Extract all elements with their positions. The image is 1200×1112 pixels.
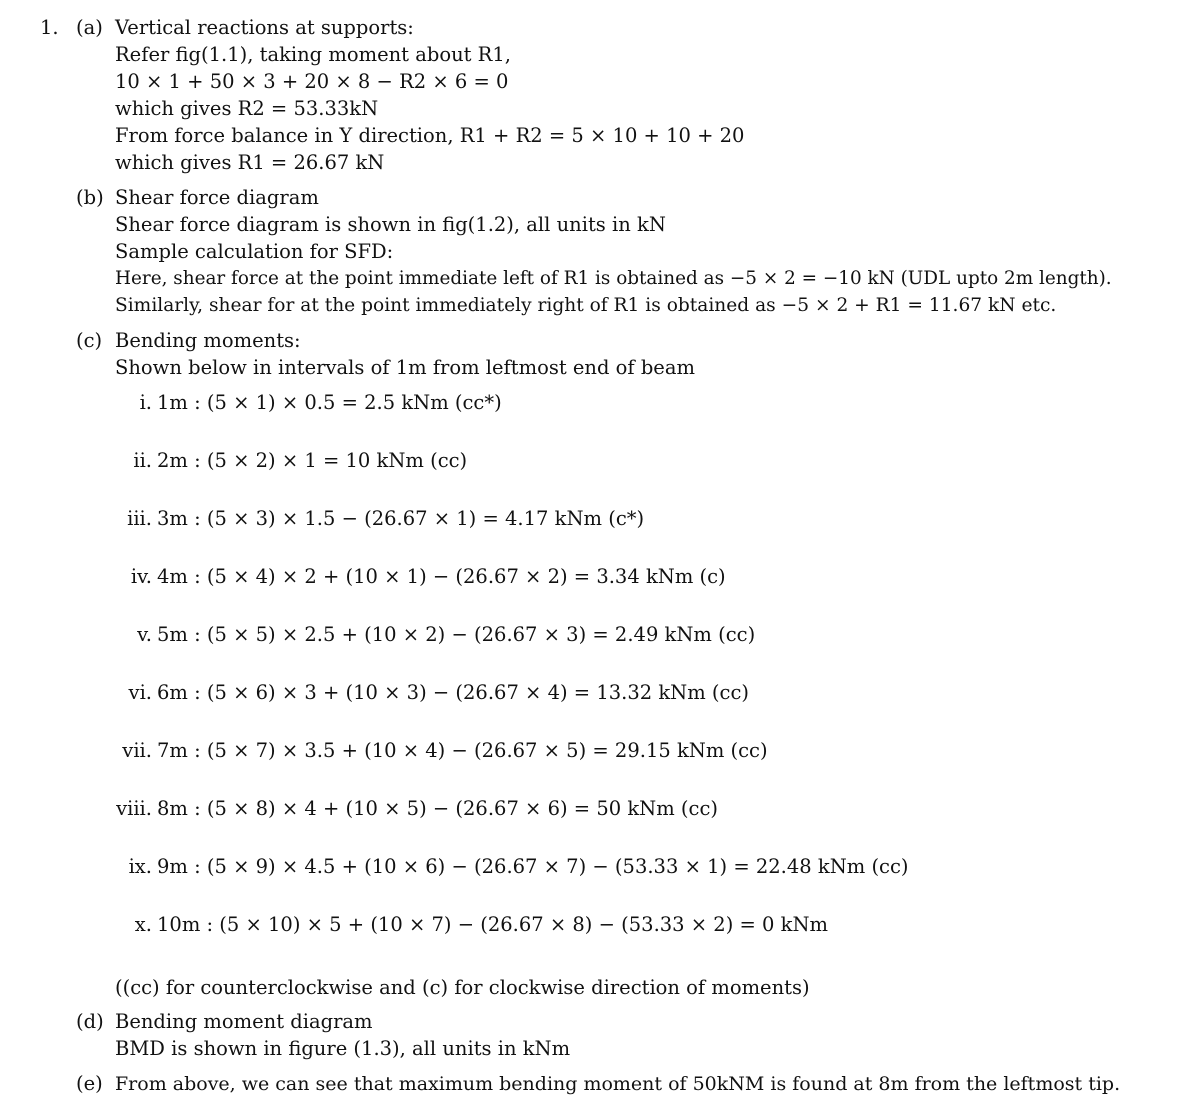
moment-direction-note: ((cc) for counterclockwise and (c) for clockwise direction of moments) — [115, 976, 810, 999]
bm-item-number: vii. — [122, 739, 152, 762]
bm-item-text: 10m : (5 × 10) × 5 + (10 × 7) − (26.67 × 8) − (53.33 × 2) = 0 kNm — [157, 913, 829, 936]
bm-item-text: 9m : (5 × 9) × 4.5 + (10 × 6) − (26.67 × 7) − (53.33 × 1) = 22.48 kNm (cc) — [157, 855, 909, 878]
bm-item-number: vi. — [128, 681, 152, 704]
part-a-equation: 10 × 1 + 50 × 3 + 20 × 8 − R2 × 6 = 0 — [115, 70, 509, 93]
bm-item-text: 4m : (5 × 4) × 2 + (10 × 1) − (26.67 × 2) = 3.34 kNm (c) — [157, 565, 726, 588]
part-d-label: (d) — [76, 1010, 104, 1033]
bm-item-number: iv. — [130, 565, 152, 588]
bm-item-text: 8m : (5 × 8) × 4 + (10 × 5) − (26.67 × 6) = 50 kNm (cc) — [157, 797, 718, 820]
part-a-result-r2: which gives R2 = 53.33kN — [115, 97, 379, 120]
part-a-line1: Refer fig(1.1), taking moment about R1, — [115, 43, 511, 66]
part-a-result-r1: which gives R1 = 26.67 kN — [115, 151, 385, 174]
bm-item-text: 2m : (5 × 2) × 1 = 10 kNm (cc) — [157, 449, 468, 472]
bm-item-number: ix. — [128, 855, 152, 878]
part-c-heading: Bending moments: — [115, 329, 301, 352]
bm-item-text: 1m : (5 × 1) × 0.5 = 2.5 kNm (cc*) — [157, 391, 502, 414]
part-e-text: From above, we can see that maximum bending moment of 50kNM is found at 8m from the leftmost tip. — [115, 1073, 1121, 1095]
bm-item-number: iii. — [127, 507, 152, 530]
part-a-label: (a) — [76, 16, 103, 39]
part-e-label: (e) — [76, 1072, 103, 1095]
part-d-heading: Bending moment diagram — [115, 1010, 373, 1033]
part-c-label: (c) — [76, 329, 103, 352]
bm-item-text: 5m : (5 × 5) × 2.5 + (10 × 2) − (26.67 × 3) = 2.49 kNm (cc) — [157, 623, 756, 646]
bm-item-number: i. — [139, 391, 152, 414]
bm-item-number: x. — [134, 913, 152, 936]
bm-item-number: viii. — [116, 797, 152, 820]
part-b-line4: Similarly, shear for at the point immediately right of R1 is obtained as −5 × 2 + R1 = 11.67 kN etc. — [115, 295, 1057, 316]
part-c-intro: Shown below in intervals of 1m from leftmost end of beam — [115, 356, 695, 379]
part-a-force-balance: From force balance in Y direction, R1 + R2 = 5 × 10 + 10 + 20 — [115, 124, 745, 147]
bm-item-number: ii. — [133, 449, 152, 472]
part-b-label: (b) — [76, 186, 104, 209]
part-a-heading: Vertical reactions at supports: — [115, 16, 414, 39]
part-d-line1: BMD is shown in figure (1.3), all units in kNm — [115, 1037, 571, 1060]
bm-item-text: 7m : (5 × 7) × 3.5 + (10 × 4) − (26.67 × 5) = 29.15 kNm (cc) — [157, 739, 768, 762]
problem-number: 1. — [40, 16, 59, 39]
part-b-line1: Shear force diagram is shown in fig(1.2), all units in kN — [115, 213, 666, 236]
bm-item-text: 6m : (5 × 6) × 3 + (10 × 3) − (26.67 × 4) = 13.32 kNm (cc) — [157, 681, 749, 704]
bm-item-number: v. — [137, 623, 152, 646]
part-b-heading: Shear force diagram — [115, 186, 319, 209]
part-b-line3: Here, shear force at the point immediate left of R1 is obtained as −5 × 2 = −10 kN (UDL upto 2m length). — [115, 268, 1112, 289]
bm-item-text: 3m : (5 × 3) × 1.5 − (26.67 × 1) = 4.17 kNm (c*) — [157, 507, 645, 530]
part-b-line2: Sample calculation for SFD: — [115, 240, 394, 263]
